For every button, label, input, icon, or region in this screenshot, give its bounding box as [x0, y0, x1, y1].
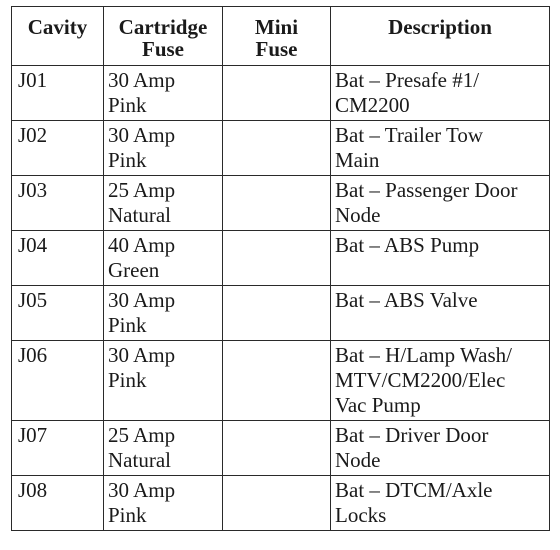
header-cavity	[12, 7, 104, 66]
header-cartridge-fuse	[104, 7, 223, 66]
cavity-cell: J05	[12, 286, 104, 341]
header-cartridge-line1: Cartridge	[118, 15, 208, 39]
mini-fuse-cell	[223, 231, 331, 286]
cartridge-amp: 40 Amp	[108, 233, 176, 257]
cartridge-fuse-cell	[104, 176, 223, 231]
cartridge-color: Pink	[108, 368, 147, 392]
description-line: Bat – Presafe #1/	[335, 68, 480, 92]
cavity-cell: J04	[12, 231, 104, 286]
header-mini-line1: Mini	[254, 15, 299, 39]
table-row	[12, 341, 550, 421]
table-row	[12, 121, 550, 176]
cartridge-fuse-cell	[104, 476, 223, 531]
cartridge-fuse-cell	[104, 66, 223, 121]
cartridge-fuse-cell	[104, 341, 223, 421]
description-line: CM2200	[335, 93, 410, 117]
cartridge-fuse-cell	[104, 286, 223, 341]
mini-fuse-cell	[223, 341, 331, 421]
header-description-label: Description	[388, 15, 492, 39]
cartridge-color: Pink	[108, 93, 147, 117]
header-mini-line2: Fuse	[255, 37, 298, 61]
description-line: Locks	[335, 503, 387, 527]
table-row	[12, 421, 550, 476]
description-line: MTV/CM2200/Elec	[335, 368, 506, 392]
cavity-cell: J01	[12, 66, 104, 121]
description-line: Bat – DTCM/Axle	[335, 478, 493, 502]
cartridge-fuse-cell	[104, 231, 223, 286]
description-cell	[331, 421, 550, 476]
description-line: Node	[335, 203, 381, 227]
cavity-cell: J03	[12, 176, 104, 231]
table-row	[12, 476, 550, 531]
mini-fuse-cell	[223, 66, 331, 121]
description-line: Bat – Passenger Door	[335, 178, 518, 202]
table-row	[12, 176, 550, 231]
fuse-table-container	[11, 6, 550, 531]
cartridge-color: Green	[108, 258, 160, 282]
cartridge-amp: 30 Amp	[108, 68, 176, 92]
header-description	[331, 7, 550, 66]
mini-fuse-cell	[223, 121, 331, 176]
description-line: Bat – H/Lamp Wash/	[335, 343, 512, 367]
cavity-cell: J06	[12, 341, 104, 421]
cartridge-fuse-cell	[104, 121, 223, 176]
cavity-cell: J08	[12, 476, 104, 531]
table-row	[12, 286, 550, 341]
header-row	[12, 7, 550, 66]
description-line: Bat – Driver Door	[335, 423, 489, 447]
description-cell	[331, 66, 550, 121]
description-cell	[331, 231, 550, 286]
cartridge-amp: 25 Amp	[108, 423, 176, 447]
header-mini-fuse	[223, 7, 331, 66]
cartridge-fuse-cell	[104, 421, 223, 476]
cartridge-color: Natural	[108, 448, 171, 472]
description-line: Vac Pump	[335, 393, 421, 417]
description-line: Main	[335, 148, 380, 172]
cartridge-color: Pink	[108, 503, 147, 527]
header-cavity-label: Cavity	[27, 15, 88, 39]
description-line: Bat – ABS Pump	[335, 233, 480, 257]
mini-fuse-cell	[223, 476, 331, 531]
mini-fuse-cell	[223, 421, 331, 476]
mini-fuse-cell	[223, 286, 331, 341]
description-cell	[331, 476, 550, 531]
cartridge-amp: 30 Amp	[108, 343, 176, 367]
cartridge-color: Natural	[108, 203, 171, 227]
cartridge-amp: 30 Amp	[108, 123, 176, 147]
description-line: Bat – ABS Valve	[335, 288, 478, 312]
cartridge-color: Pink	[108, 148, 147, 172]
cartridge-amp: 25 Amp	[108, 178, 176, 202]
description-cell	[331, 176, 550, 231]
description-cell	[331, 121, 550, 176]
cartridge-color: Pink	[108, 313, 147, 337]
header-cartridge-line2: Fuse	[142, 37, 184, 61]
cavity-cell: J02	[12, 121, 104, 176]
mini-fuse-cell	[223, 176, 331, 231]
cartridge-amp: 30 Amp	[108, 478, 176, 502]
table-row	[12, 66, 550, 121]
cartridge-amp: 30 Amp	[108, 288, 176, 312]
cavity-cell: J07	[12, 421, 104, 476]
table-row	[12, 231, 550, 286]
description-line: Bat – Trailer Tow	[335, 123, 484, 147]
fuse-table	[11, 6, 550, 531]
description-cell	[331, 286, 550, 341]
description-line: Node	[335, 448, 381, 472]
description-cell	[331, 341, 550, 421]
